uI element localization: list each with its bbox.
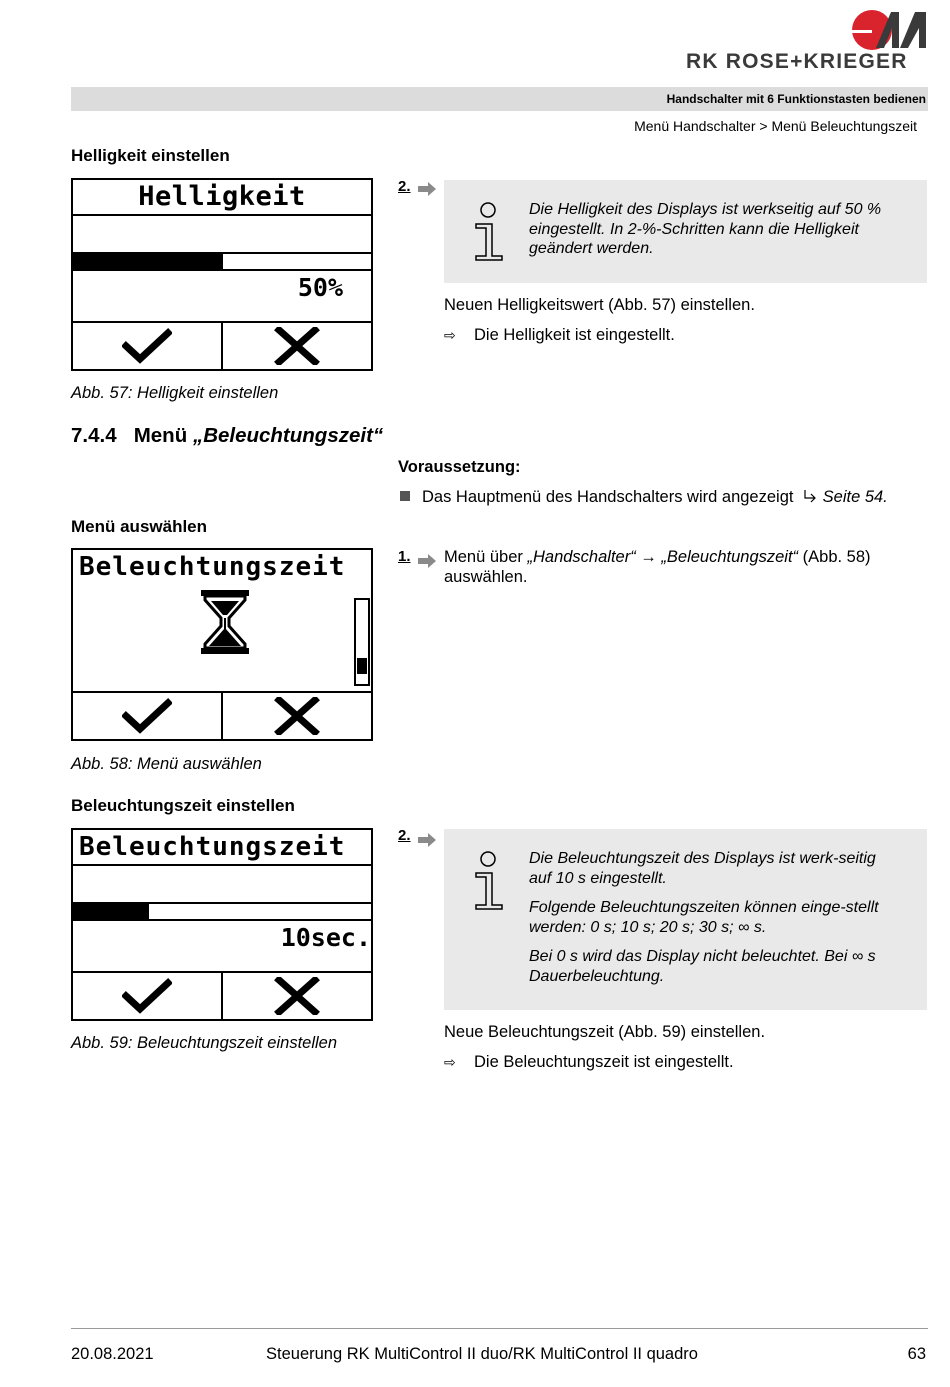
step-2-brightness — [398, 178, 438, 198]
cancel-button[interactable] — [221, 973, 371, 1019]
cross-icon — [273, 327, 321, 365]
menu-path-arrow: → — [640, 548, 657, 566]
result-brightness — [444, 325, 675, 345]
info-icon — [472, 202, 508, 262]
step-arrow-icon — [418, 833, 436, 847]
lighttime-value: 10sec. — [280, 923, 371, 952]
info-text-1: Die Beleuchtungszeit des Displays ist werk-seitig auf 10 s eingestellt. — [529, 850, 876, 887]
cross-icon — [273, 697, 321, 735]
check-icon — [122, 978, 172, 1014]
info-box-lighttime — [444, 829, 927, 1010]
instruction-menu — [444, 547, 924, 587]
step-number: 2. — [398, 827, 411, 844]
prerequisite-item — [400, 487, 888, 507]
step-2-lighttime — [398, 827, 438, 847]
section-heading — [71, 424, 383, 448]
display-buttons — [73, 321, 371, 369]
confirm-button[interactable] — [73, 973, 221, 1019]
instruction-brightness: Neuen Helligkeitswert (Abb. 57) einstellen. — [444, 296, 755, 314]
result-text: Die Helligkeit ist eingestellt. — [474, 326, 675, 344]
step-number: 1. — [398, 548, 411, 565]
instruction-suffix: (Abb. 58) auswählen. — [444, 548, 871, 586]
display-lighttime — [71, 828, 373, 1021]
scrollbar[interactable] — [354, 598, 370, 686]
heading-number: 7.4.4 — [71, 424, 117, 447]
hourglass-icon — [197, 588, 253, 656]
display-menu — [71, 548, 373, 741]
lighttime-level-fill — [75, 904, 149, 919]
figure-caption-59: Abb. 59: Beleuchtungszeit einstellen — [71, 1034, 338, 1052]
display-buttons — [73, 971, 371, 1019]
menu-path-handschalter: „Handschalter“ — [527, 548, 636, 566]
prerequisite-label: Voraussetzung: — [398, 458, 521, 476]
section-label-brightness: Helligkeit einstellen — [71, 146, 230, 165]
figure-caption-58: Abb. 58: Menü auswählen — [71, 755, 262, 773]
step-arrow-icon — [418, 182, 436, 196]
brand-name: RK ROSE+KRIEGER — [686, 50, 908, 73]
footer-page-number: 63 — [907, 1345, 926, 1363]
menu-path-beleuchtungszeit: „Beleuchtungszeit“ — [661, 548, 799, 566]
step-number: 2. — [398, 178, 411, 195]
breadcrumb: Menü Handschalter > Menü Beleuchtungszeit — [634, 118, 917, 134]
info-text-3: Bei 0 s wird das Display nicht beleuchtet. Bei ∞ s Dauerbeleuchtung. — [529, 948, 876, 985]
instruction-prefix: Menü über — [444, 548, 523, 566]
cross-icon — [273, 977, 321, 1015]
brightness-level-fill — [75, 254, 223, 269]
cancel-button[interactable] — [221, 323, 371, 369]
cancel-button[interactable] — [221, 693, 371, 739]
section-label-lighttime: Beleuchtungszeit einstellen — [71, 796, 295, 815]
page-link-icon — [802, 488, 818, 504]
figure-caption-57: Abb. 57: Helligkeit einstellen — [71, 384, 279, 402]
info-text-2: Folgende Beleuchtungszeiten können einge-stellt werden: 0 s; 10 s; 20 s; 30 s; ∞ s. — [529, 899, 879, 936]
display-brightness — [71, 178, 373, 371]
footer-divider — [71, 1328, 928, 1329]
display-title: Beleuchtungszeit — [79, 552, 346, 582]
step-1-menu — [398, 548, 438, 568]
result-text: Die Beleuchtungszeit ist eingestellt. — [474, 1053, 734, 1071]
instruction-lighttime: Neue Beleuchtungszeit (Abb. 59) einstellen. — [444, 1023, 766, 1041]
info-box-brightness — [444, 180, 927, 283]
result-lighttime — [444, 1052, 734, 1072]
prerequisite-text: Das Hauptmenü des Handschalters wird angezeigt — [422, 488, 794, 506]
info-icon — [472, 851, 508, 911]
step-arrow-icon — [418, 554, 436, 568]
check-icon — [122, 698, 172, 734]
chapter-title: Handschalter mit 6 Funktionstasten bedienen — [666, 92, 926, 106]
info-text: Die Helligkeit des Displays ist werkseitig auf 50 % eingestellt. In 2-%-Schritten kann die Helligkeit geändert werden. — [529, 201, 882, 257]
check-icon — [122, 328, 172, 364]
brightness-value: 50% — [297, 273, 343, 302]
lighttime-level-bar — [73, 902, 373, 921]
display-buttons — [73, 691, 371, 739]
display-title: Beleuchtungszeit — [73, 830, 371, 866]
heading-name: „Beleuchtungszeit“ — [192, 424, 384, 447]
result-arrow-icon: ⇨ — [444, 327, 456, 343]
footer-date: 20.08.2021 — [71, 1345, 154, 1363]
result-arrow-icon: ⇨ — [444, 1054, 456, 1070]
scrollbar-thumb[interactable] — [357, 658, 367, 674]
bullet-icon — [400, 491, 410, 501]
confirm-button[interactable] — [73, 693, 221, 739]
heading-word: Menü — [133, 424, 188, 447]
display-title: Helligkeit — [73, 180, 371, 216]
confirm-button[interactable] — [73, 323, 221, 369]
footer-title: Steuerung RK MultiControl II duo/RK MultiControl II quadro — [266, 1345, 698, 1363]
brightness-level-bar — [73, 252, 373, 271]
page-link[interactable]: Seite 54. — [822, 488, 888, 506]
section-label-menu: Menü auswählen — [71, 517, 208, 536]
